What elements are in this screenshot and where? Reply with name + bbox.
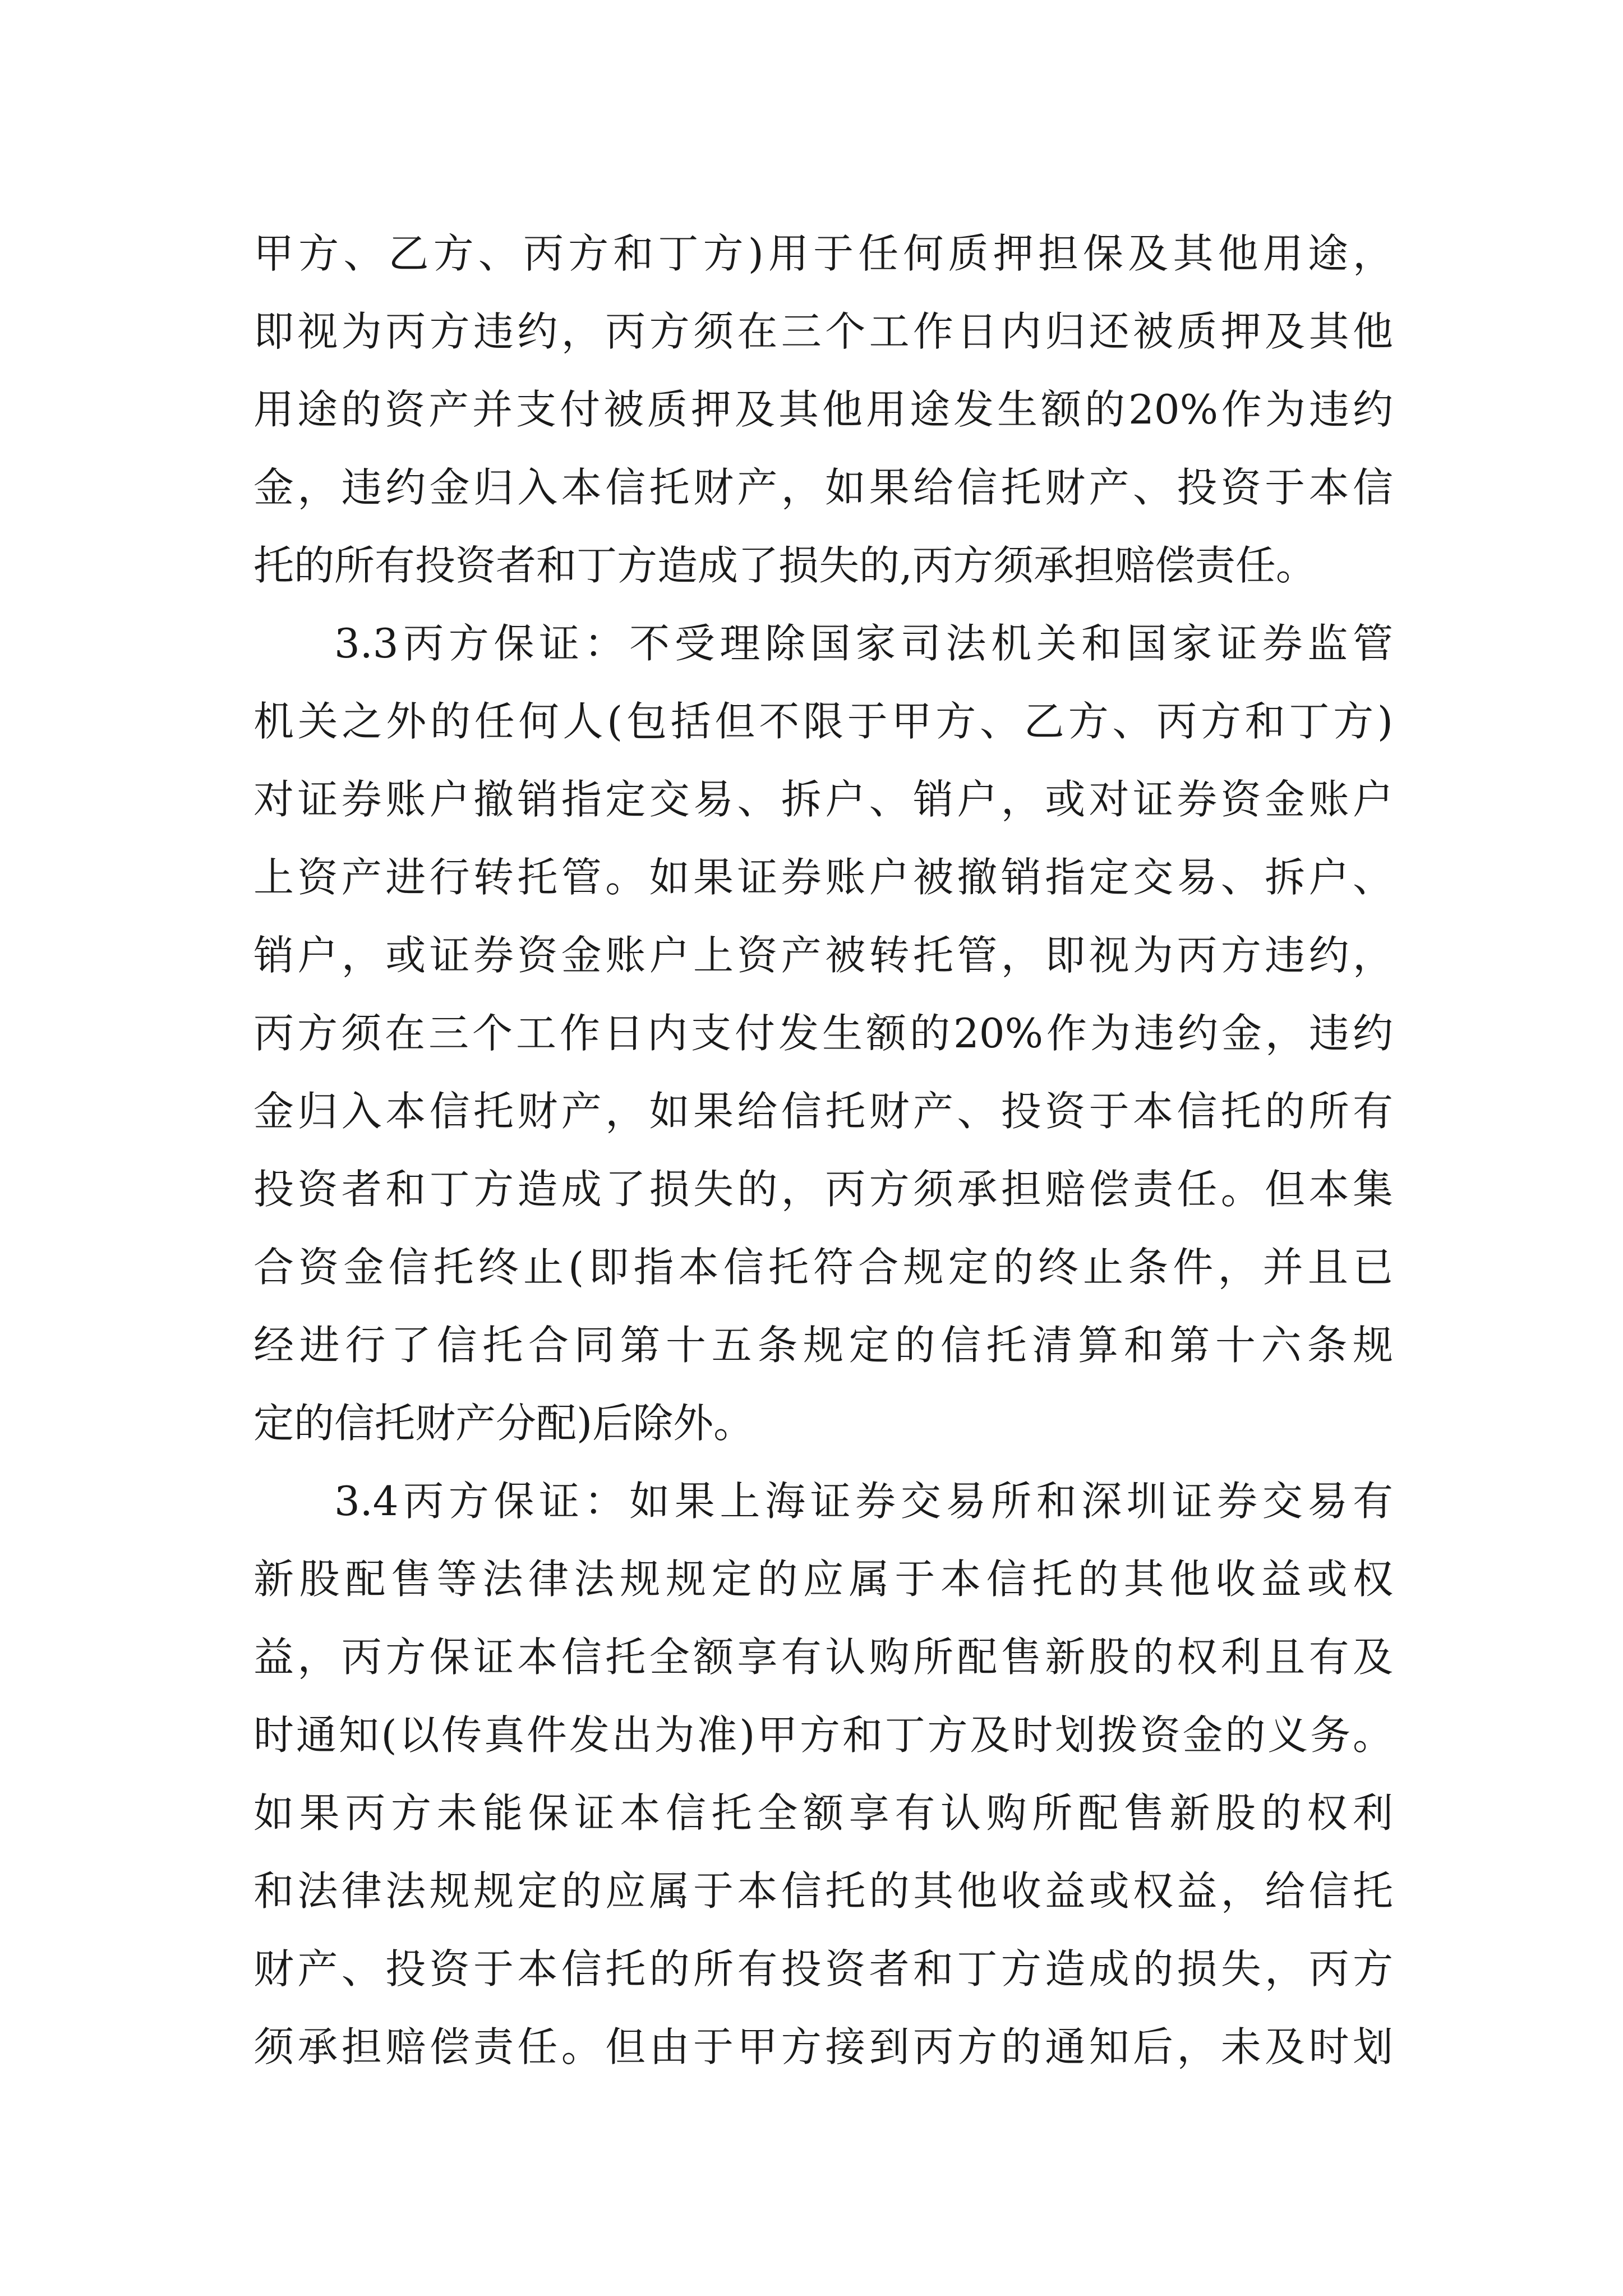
paragraph-3-4-start: 3.4丙方保证：如果上海证券交易所和深圳证券交易有 <box>334 1478 1393 1525</box>
text-line: 丙方须在三个工作日内支付发生额的20%作为违约金，违约 <box>253 1010 1393 1057</box>
text-line: 益，丙方保证本信托全额享有认购所配售新股的权利且有及 <box>253 1634 1393 1681</box>
text-line: 须承担赔偿责任。但由于甲方接到丙方的通知后，未及时划 <box>253 2023 1393 2070</box>
text-line: 金归入本信托财产，如果给信托财产、投资于本信托的所有 <box>253 1088 1393 1135</box>
text-line: 销户，或证券资金账户上资产被转托管，即视为丙方违约， <box>253 932 1393 979</box>
text-line: 对证券账户撤销指定交易、拆户、销户，或对证券资金账户 <box>253 776 1393 823</box>
text-line: 合资金信托终止(即指本信托符合规定的终止条件，并且已 <box>253 1244 1393 1291</box>
text-line: 金，违约金归入本信托财产，如果给信托财产、投资于本信 <box>253 464 1393 511</box>
text-line: 机关之外的任何人(包括但不限于甲方、乙方、丙方和丁方) <box>253 698 1393 745</box>
text-line: 和法律法规规定的应属于本信托的其他收益或权益，给信托 <box>253 1867 1393 1915</box>
text-line: 用途的资产并支付被质押及其他用途发生额的20%作为违约 <box>253 386 1393 433</box>
text-line: 财产、投资于本信托的所有投资者和丁方造成的损失，丙方 <box>253 1945 1393 1993</box>
paragraph-3-3-start: 3.3丙方保证：不受理除国家司法机关和国家证券监管 <box>334 620 1393 667</box>
text-line: 即视为丙方违约，丙方须在三个工作日内归还被质押及其他 <box>253 308 1393 355</box>
text-line: 经进行了信托合同第十五条规定的信托清算和第十六条规 <box>253 1322 1393 1369</box>
text-line: 新股配售等法律法规规定的应属于本信托的其他收益或权 <box>253 1556 1393 1603</box>
text-line: 上资产进行转托管。如果证券账户被撤销指定交易、拆户、 <box>253 854 1393 901</box>
text-line: 如果丙方未能保证本信托全额享有认购所配售新股的权利 <box>253 1789 1393 1837</box>
text-line: 投资者和丁方造成了损失的，丙方须承担赔偿责任。但本集 <box>253 1166 1393 1213</box>
text-line: 甲方、乙方、丙方和丁方)用于任何质押担保及其他用途， <box>253 230 1393 277</box>
text-line: 定的信托财产分配)后除外。 <box>253 1400 754 1447</box>
text-line: 时通知(以传真件发出为准)甲方和丁方及时划拨资金的义务。 <box>253 1711 1393 1759</box>
text-line: 托的所有投资者和丁方造成了损失的,丙方须承担赔偿责任。 <box>253 542 1316 589</box>
